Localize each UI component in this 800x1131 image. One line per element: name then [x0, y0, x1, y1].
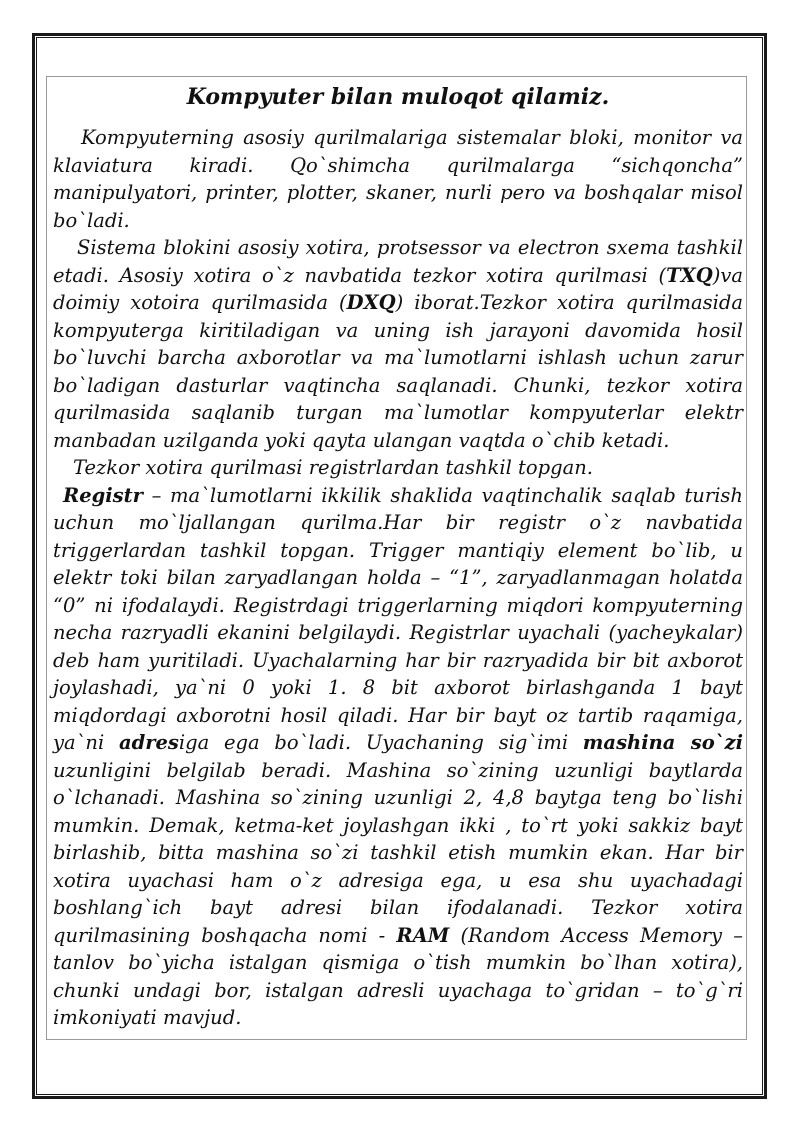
- paragraph-registers-intro: Tezkor xotira qurilmasi registrlardan tashkil topgan.: [73, 456, 593, 479]
- mashina-sozi-term: mashina so`zi: [582, 731, 743, 754]
- txq-term: TXQ: [666, 263, 713, 287]
- paragraph-text: Sistema blokini asosiy xotira, protsessor va electron sxema tashkil etadi. Asosiy xotira o`z navbatida tezkor xotira qurilmasi (: [53, 236, 743, 287]
- paragraph-system-block: [53, 234, 743, 454]
- paragraph-text: iga ega bo`ladi. Uyachaning sig`imi: [178, 731, 583, 754]
- paragraph-register-definition: [53, 482, 743, 1032]
- page-title: Kompyuter bilan muloqot qilamiz.: [186, 84, 610, 110]
- paragraph-text: (Random Access Memory – tanlov bo`yicha istalgan qismiga o`tish mumkin bo`lhan xotira), chunki undagi bor, istalgan adresli uyachaga to`gridan – to`g`ri imkoniyati mavjud.: [53, 923, 743, 1029]
- paragraph-text: )va doimiy xotoira qurilmasida (: [53, 263, 743, 314]
- registr-term: Registr: [63, 483, 143, 507]
- paragraph-text: – ma`lumotlarni ikkilik shaklida vaqtinchalik saqlab turish uchun mo`ljallangan qurilma.Har bir registr o`z navbatida triggerlardan tashkil topgan. Trigger mantiqiy element bo`lib, u elektr toki bilan zaryadlangan holda – “1”, zaryadlanmagan holatda “0” ni ifodalaydi. Registrdagi triggerlarning miqdori kompyuterning necha razryadli ekanini belgilaydi. Registrlar uyachali (yacheykalar) deb ham yuritiladi. Uyachalarning har bir razryadida bir bit axborot joylashadi, ya`ni 0 yoki 1. 8 bit axborot birlashganda 1 bayt miqdordagi axborotni hosil qiladi. Har bir bayt oz tartib raqamiga, ya`ni: [53, 483, 743, 754]
- dxq-term: DXQ: [346, 291, 396, 314]
- paragraph-text: uzunligini belgilab beradi. Mashina so`zining uzunligi baytlarda o`lchanadi. Mashina so`zining uzunligi 2, 4,8 baytga teng bo`lishi mumkin. Demak, ketma-ket joylashgan ikki , to`rt yoki sakkiz bayt birlashib, bitta mashina so`zi tashkil etish mumkin ekan. Har bir xotira uyachasi ham o`z adresiga ega, u esa shu uyachadagi boshlang`ich bayt adresi bilan ifodalanadi. Tezkor xotira qurilmasining boshqacha nomi -: [53, 758, 743, 947]
- paragraph-text: ) iborat.Tezkor xotira qurilmasida kompyuterga kiritiladigan va uning ish jarayoni davomida hosil bo`luvchi barcha axborotlar va ma`lumotlarni ishlash uchun zarur bo`ladigan dasturlar vaqtincha saqlanadi. Chunki, tezkor xotira qurilmasida saqlanib turgan ma`lumotlar kompyuterlar elektr manbadan uzilganda yoki qayta ulangan vaqtda o`chib ketadi.: [53, 291, 743, 452]
- document-body: [53, 83, 743, 1032]
- adres-term: adres: [118, 731, 179, 754]
- ram-term: RAM: [396, 923, 450, 947]
- paragraph-devices: Kompyuterning asosiy qurilmalariga sistemalar bloki, monitor va klaviatura kiradi. Qo`shimcha qurilmalarga “sichqoncha” manipulyatori, printer, plotter, skaner, nurli pero va boshqalar misol bo`ladi.: [53, 126, 743, 232]
